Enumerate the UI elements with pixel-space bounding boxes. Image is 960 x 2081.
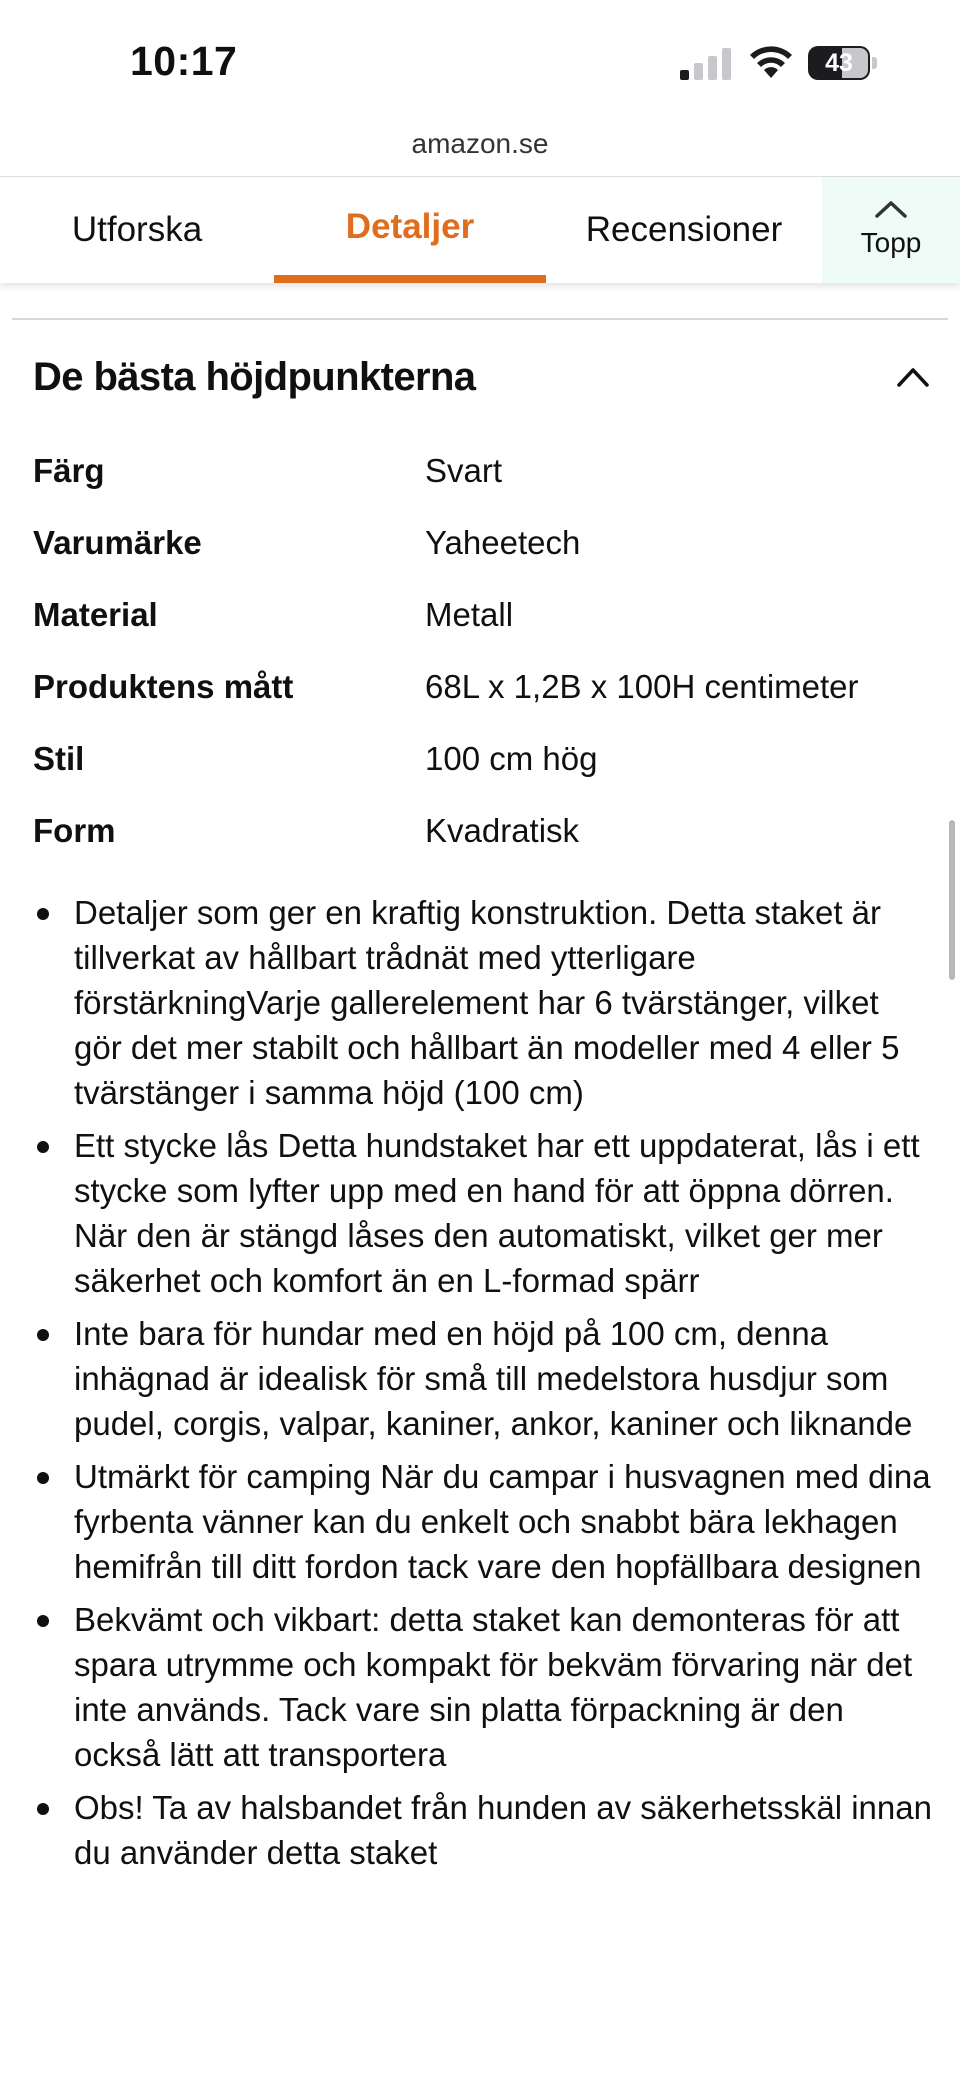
bullet-dot-icon [37,1141,49,1153]
tab-bar [0,176,960,283]
spec-value: Kvadratisk [425,812,580,849]
signal-icon [680,48,732,80]
chevron-up-icon[interactable] [896,366,930,388]
scrollbar[interactable] [949,820,955,980]
spec-value: 68L x 1,2B x 100H centimeter [425,668,859,705]
bullet-dot-icon [37,1803,49,1815]
list-item-text: Inte bara för hundar med en höjd på 100 cm, denna inhägnad är idealisk för små till medelstora husdjur som pudel, corgis, valpar, kaniner, ankor, kaniner och liknande [74,1315,913,1442]
spec-value: Yaheetech [425,524,581,561]
spec-label: Form [33,812,116,849]
list-item [33,1454,933,1589]
list-item-text: Utmärkt för camping När du campar i husvagnen med dina fyrbenta vänner kan du enkelt och snabbt bära lekhagen hemifrån till ditt fordon tack vare den hopfällbara designen [74,1458,931,1585]
spec-label: Varumärke [33,524,202,561]
tab-details[interactable]: Detaljer [345,207,475,246]
spec-label: Färg [33,452,105,489]
list-item [33,1311,933,1446]
chevron-up-icon [874,199,908,219]
list-item-text: Detaljer som ger en kraftig konstruktion. Detta staket är tillverkat av hållbart trådnät med ytterligare förstärkningVarje gallerelement har 6 tvärstänger, vilket gör det mer stabilt och hållbart än modeller med 4 eller 5 tvärstänger i samma höjd (100 cm) [74,894,900,1111]
spec-row [33,452,943,524]
status-bar [0,0,960,120]
spec-label: Material [33,596,158,633]
battery-icon [808,46,880,82]
spec-row [33,668,943,740]
spec-value: 100 cm hög [425,740,598,777]
status-time: 10:17 [130,38,238,84]
list-item [33,1785,933,1875]
spec-row [33,524,943,596]
spec-row [33,596,943,668]
bullet-dot-icon [37,908,49,920]
section-title[interactable]: De bästa höjdpunkterna [33,355,476,399]
list-item-text: Ett stycke lås Detta hundstaket har ett uppdaterat, lås i ett stycke som lyfter upp med en hand för att öppna dörren. När den är stängd låses den automatiskt, vilket ger mer säkerhet och komfort än en L-formad spärr [74,1127,920,1299]
list-item [33,1123,933,1303]
spec-label: Stil [33,740,85,777]
active-tab-indicator [274,275,546,283]
battery-level: 43 [825,49,853,77]
back-to-top-button[interactable] [822,177,960,283]
url-bar[interactable]: amazon.se [411,128,549,159]
section-divider [12,318,948,320]
feature-bullet-list [33,890,933,1883]
bullet-dot-icon [37,1615,49,1627]
list-item [33,890,933,1115]
wifi-icon [748,44,794,80]
spec-table [33,452,943,884]
back-to-top-label: Topp [860,227,922,258]
spec-row [33,740,943,812]
battery-tip [872,57,877,69]
list-item [33,1597,933,1777]
tab-explore[interactable]: Utforska [71,210,203,249]
tab-reviews[interactable]: Recensioner [585,210,783,249]
list-item-text: Bekvämt och vikbart: detta staket kan demonteras för att spara utrymme och kompakt för bekväm förvaring när det inte används. Tack vare sin platta förpackning är den också lätt att transportera [74,1601,913,1773]
spec-value: Svart [425,452,503,489]
list-item-text: Obs! Ta av halsbandet från hunden av säkerhetsskäl innan du använder detta staket [74,1789,932,1871]
bullet-dot-icon [37,1472,49,1484]
spec-row [33,812,943,884]
spec-label: Produktens mått [33,668,294,705]
spec-value: Metall [425,596,514,633]
bullet-dot-icon [37,1329,49,1341]
